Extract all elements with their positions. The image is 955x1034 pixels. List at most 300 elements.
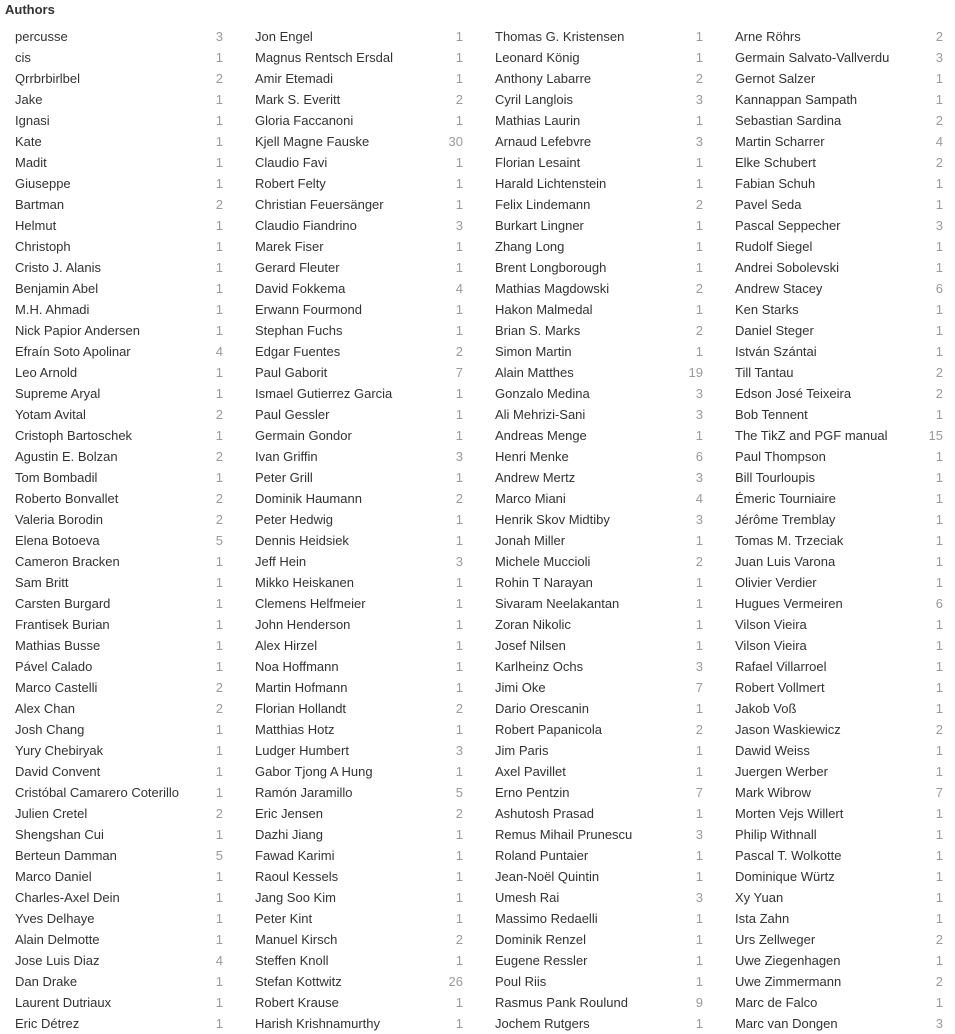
author-row[interactable]	[725, 383, 943, 404]
author-name-link[interactable]: Matthias Hotz	[255, 722, 335, 737]
author-row[interactable]	[245, 971, 463, 992]
author-row[interactable]	[245, 677, 463, 698]
author-name-link[interactable]: Mikko Heiskanen	[255, 575, 354, 590]
author-row[interactable]	[485, 635, 703, 656]
author-row[interactable]	[725, 68, 943, 89]
author-row[interactable]	[5, 488, 223, 509]
author-name-link[interactable]: Axel Pavillet	[495, 764, 566, 779]
author-name-link[interactable]: Martin Hofmann	[255, 680, 348, 695]
author-row[interactable]	[5, 950, 223, 971]
author-name-link[interactable]: Ali Mehrizi-Sani	[495, 407, 586, 422]
author-row[interactable]	[245, 803, 463, 824]
author-name-link[interactable]: Sivaram Neelakantan	[495, 596, 620, 611]
author-name-link[interactable]: Jake	[15, 92, 43, 107]
author-name-link[interactable]: Yves Delhaye	[15, 911, 95, 926]
author-row[interactable]	[245, 383, 463, 404]
author-name-link[interactable]: Paul Gaborit	[255, 365, 328, 380]
author-name-link[interactable]: Jonah Miller	[495, 533, 566, 548]
author-name-link[interactable]: Robert Krause	[255, 995, 339, 1010]
author-name-link[interactable]: Anthony Labarre	[495, 71, 592, 86]
author-name-link[interactable]: Brian S. Marks	[495, 323, 581, 338]
author-name-link[interactable]: Jim Paris	[495, 743, 549, 758]
author-name-link[interactable]: Cristo J. Alanis	[15, 260, 101, 275]
author-name-link[interactable]: Martin Scharrer	[735, 134, 825, 149]
author-name-link[interactable]: Manuel Kirsch	[255, 932, 338, 947]
author-name-link[interactable]: Fawad Karimi	[255, 848, 335, 863]
author-row[interactable]	[485, 257, 703, 278]
author-row[interactable]	[5, 614, 223, 635]
author-name-link[interactable]: Ramón Jaramillo	[255, 785, 353, 800]
author-row[interactable]	[485, 782, 703, 803]
author-name-link[interactable]: Stephan Fuchs	[255, 323, 343, 338]
author-row[interactable]	[5, 278, 223, 299]
author-row[interactable]	[245, 761, 463, 782]
author-name-link[interactable]: Till Tantau	[735, 365, 794, 380]
author-row[interactable]	[485, 425, 703, 446]
author-row[interactable]	[5, 782, 223, 803]
author-row[interactable]	[245, 173, 463, 194]
author-name-link[interactable]: Germain Gondor	[255, 428, 352, 443]
author-row[interactable]	[245, 551, 463, 572]
author-name-link[interactable]: Erno Pentzin	[495, 785, 570, 800]
author-name-link[interactable]: Dawid Weiss	[735, 743, 810, 758]
author-name-link[interactable]: Ken Starks	[735, 302, 799, 317]
author-name-link[interactable]: Sam Britt	[15, 575, 69, 590]
author-row[interactable]	[5, 1013, 223, 1034]
author-row[interactable]	[5, 740, 223, 761]
author-row[interactable]	[485, 320, 703, 341]
author-name-link[interactable]: Yury Chebiryak	[15, 743, 104, 758]
author-row[interactable]	[245, 740, 463, 761]
author-name-link[interactable]: Harald Lichtenstein	[495, 176, 607, 191]
author-name-link[interactable]: Vilson Vieira	[735, 617, 807, 632]
author-row[interactable]	[245, 908, 463, 929]
author-name-link[interactable]: Pascal T. Wolkotte	[735, 848, 842, 863]
author-row[interactable]	[5, 467, 223, 488]
author-row[interactable]	[245, 110, 463, 131]
author-row[interactable]	[725, 509, 943, 530]
author-name-link[interactable]: Jakob Voß	[735, 701, 797, 716]
author-row[interactable]	[5, 425, 223, 446]
author-row[interactable]	[5, 215, 223, 236]
author-name-link[interactable]: Bob Tennent	[735, 407, 808, 422]
author-row[interactable]	[245, 614, 463, 635]
author-row[interactable]	[5, 362, 223, 383]
author-name-link[interactable]: Jean-Noël Quintin	[495, 869, 600, 884]
author-name-link[interactable]: Dan Drake	[15, 974, 78, 989]
author-row[interactable]	[245, 89, 463, 110]
author-row[interactable]	[485, 803, 703, 824]
author-row[interactable]	[485, 68, 703, 89]
author-name-link[interactable]: Jason Waskiewicz	[735, 722, 841, 737]
author-row[interactable]	[725, 929, 943, 950]
author-name-link[interactable]: The TikZ and PGF manual	[735, 428, 888, 443]
author-name-link[interactable]: Eric Détrez	[15, 1016, 80, 1031]
author-row[interactable]	[5, 404, 223, 425]
author-row[interactable]	[5, 383, 223, 404]
author-row[interactable]	[245, 950, 463, 971]
author-row[interactable]	[485, 173, 703, 194]
author-row[interactable]	[245, 446, 463, 467]
author-row[interactable]	[725, 26, 943, 47]
author-row[interactable]	[245, 782, 463, 803]
author-row[interactable]	[725, 677, 943, 698]
author-name-link[interactable]: Efraín Soto Apolinar	[15, 344, 131, 359]
author-row[interactable]	[245, 572, 463, 593]
author-name-link[interactable]: Rasmus Pank Roulund	[495, 995, 628, 1010]
author-name-link[interactable]: Stefan Kottwitz	[255, 974, 342, 989]
author-row[interactable]	[725, 761, 943, 782]
author-name-link[interactable]: Marco Miani	[495, 491, 566, 506]
author-name-link[interactable]: Edgar Fuentes	[255, 344, 341, 359]
author-name-link[interactable]: Elke Schubert	[735, 155, 816, 170]
author-name-link[interactable]: Mark S. Everitt	[255, 92, 341, 107]
author-name-link[interactable]: Gabor Tjong A Hung	[255, 764, 373, 779]
author-row[interactable]	[5, 446, 223, 467]
author-name-link[interactable]: Ashutosh Prasad	[495, 806, 595, 821]
author-name-link[interactable]: Juan Luis Varona	[735, 554, 836, 569]
author-name-link[interactable]: Tom Bombadil	[15, 470, 98, 485]
author-name-link[interactable]: Cristóbal Camarero Coterillo	[15, 785, 179, 800]
author-row[interactable]	[245, 866, 463, 887]
author-name-link[interactable]: Cyril Langlois	[495, 92, 574, 107]
author-row[interactable]	[725, 299, 943, 320]
author-name-link[interactable]: Amir Etemadi	[255, 71, 334, 86]
author-name-link[interactable]: Hakon Malmedal	[495, 302, 593, 317]
author-name-link[interactable]: Ignasi	[15, 113, 50, 128]
author-row[interactable]	[485, 656, 703, 677]
author-row[interactable]	[245, 992, 463, 1013]
author-name-link[interactable]: Nick Papior Andersen	[15, 323, 141, 338]
author-name-link[interactable]: Henri Menke	[495, 449, 569, 464]
author-name-link[interactable]: Olivier Verdier	[735, 575, 817, 590]
author-row[interactable]	[725, 803, 943, 824]
author-row[interactable]	[5, 47, 223, 68]
author-row[interactable]	[485, 404, 703, 425]
author-name-link[interactable]: Rudolf Siegel	[735, 239, 813, 254]
author-row[interactable]	[245, 68, 463, 89]
author-row[interactable]	[5, 845, 223, 866]
author-row[interactable]	[485, 824, 703, 845]
author-name-link[interactable]: Ismael Gutierrez Garcia	[255, 386, 393, 401]
author-name-link[interactable]: Elena Botoeva	[15, 533, 100, 548]
author-row[interactable]	[725, 866, 943, 887]
author-row[interactable]	[485, 698, 703, 719]
author-name-link[interactable]: Claudio Favi	[255, 155, 328, 170]
author-name-link[interactable]: Marc van Dongen	[735, 1016, 838, 1031]
author-row[interactable]	[485, 593, 703, 614]
author-row[interactable]	[5, 761, 223, 782]
author-row[interactable]	[725, 530, 943, 551]
author-row[interactable]	[5, 719, 223, 740]
author-name-link[interactable]: Christian Feuersänger	[255, 197, 384, 212]
author-row[interactable]	[5, 173, 223, 194]
author-row[interactable]	[5, 299, 223, 320]
author-row[interactable]	[725, 467, 943, 488]
author-name-link[interactable]: Magnus Rentsch Ersdal	[255, 50, 394, 65]
author-name-link[interactable]: Uwe Zimmermann	[735, 974, 842, 989]
author-name-link[interactable]: Steffen Knoll	[255, 953, 329, 968]
author-name-link[interactable]: Felix Lindemann	[495, 197, 591, 212]
author-name-link[interactable]: Marc de Falco	[735, 995, 818, 1010]
author-name-link[interactable]: Simon Martin	[495, 344, 572, 359]
author-row[interactable]	[5, 593, 223, 614]
author-name-link[interactable]: Pavel Seda	[735, 197, 802, 212]
author-name-link[interactable]: Charles-Axel Dein	[15, 890, 120, 905]
author-name-link[interactable]: Dominique Würtz	[735, 869, 835, 884]
author-name-link[interactable]: Mathias Busse	[15, 638, 101, 653]
author-name-link[interactable]: Jérôme Tremblay	[735, 512, 836, 527]
author-name-link[interactable]: Andreas Menge	[495, 428, 587, 443]
author-name-link[interactable]: Marco Daniel	[15, 869, 92, 884]
author-name-link[interactable]: Uwe Ziegenhagen	[735, 953, 841, 968]
author-row[interactable]	[485, 278, 703, 299]
author-name-link[interactable]: Josh Chang	[15, 722, 85, 737]
author-row[interactable]	[485, 215, 703, 236]
author-name-link[interactable]: Erwann Fourmond	[255, 302, 362, 317]
author-name-link[interactable]: Robert Vollmert	[735, 680, 825, 695]
author-name-link[interactable]: Ludger Humbert	[255, 743, 349, 758]
author-name-link[interactable]: Karlheinz Ochs	[495, 659, 584, 674]
author-row[interactable]	[5, 131, 223, 152]
author-row[interactable]	[245, 278, 463, 299]
author-name-link[interactable]: Mathias Laurin	[495, 113, 581, 128]
author-row[interactable]	[245, 845, 463, 866]
author-row[interactable]	[725, 635, 943, 656]
author-name-link[interactable]: Pascal Seppecher	[735, 218, 841, 233]
author-name-link[interactable]: Supreme Aryal	[15, 386, 101, 401]
author-name-link[interactable]: Robert Felty	[255, 176, 326, 191]
author-name-link[interactable]: Laurent Dutriaux	[15, 995, 112, 1010]
author-row[interactable]	[5, 509, 223, 530]
author-name-link[interactable]: Andrei Sobolevski	[735, 260, 840, 275]
author-name-link[interactable]: David Fokkema	[255, 281, 346, 296]
author-row[interactable]	[485, 26, 703, 47]
author-row[interactable]	[245, 530, 463, 551]
author-row[interactable]	[485, 1013, 703, 1034]
author-name-link[interactable]: Gonzalo Medina	[495, 386, 590, 401]
author-name-link[interactable]: David Convent	[15, 764, 101, 779]
author-row[interactable]	[485, 467, 703, 488]
author-row[interactable]	[725, 593, 943, 614]
author-row[interactable]	[245, 656, 463, 677]
author-row[interactable]	[5, 677, 223, 698]
author-name-link[interactable]: cis	[15, 50, 31, 65]
author-name-link[interactable]: Daniel Steger	[735, 323, 814, 338]
author-row[interactable]	[245, 509, 463, 530]
author-row[interactable]	[725, 278, 943, 299]
author-name-link[interactable]: Thomas G. Kristensen	[495, 29, 625, 44]
author-row[interactable]	[245, 341, 463, 362]
author-name-link[interactable]: Peter Hedwig	[255, 512, 334, 527]
author-name-link[interactable]: Mathias Magdowski	[495, 281, 610, 296]
author-name-link[interactable]: Morten Vejs Willert	[735, 806, 844, 821]
author-name-link[interactable]: Julien Cretel	[15, 806, 88, 821]
author-name-link[interactable]: Andrew Mertz	[495, 470, 576, 485]
author-row[interactable]	[5, 89, 223, 110]
author-name-link[interactable]: Ista Zahn	[735, 911, 790, 926]
author-name-link[interactable]: Pável Calado	[15, 659, 93, 674]
author-row[interactable]	[5, 236, 223, 257]
author-name-link[interactable]: Dazhi Jiang	[255, 827, 323, 842]
author-name-link[interactable]: Ivan Griffin	[255, 449, 318, 464]
author-row[interactable]	[485, 194, 703, 215]
author-name-link[interactable]: Vilson Vieira	[735, 638, 807, 653]
author-row[interactable]	[245, 404, 463, 425]
author-row[interactable]	[245, 467, 463, 488]
author-row[interactable]	[245, 299, 463, 320]
author-name-link[interactable]: Émeric Tourniaire	[735, 491, 836, 506]
author-row[interactable]	[485, 89, 703, 110]
author-name-link[interactable]: István Szántai	[735, 344, 817, 359]
author-row[interactable]	[725, 1013, 943, 1034]
author-name-link[interactable]: Giuseppe	[15, 176, 71, 191]
author-name-link[interactable]: Clemens Helfmeier	[255, 596, 366, 611]
author-row[interactable]	[5, 824, 223, 845]
author-row[interactable]	[245, 194, 463, 215]
author-row[interactable]	[725, 404, 943, 425]
author-row[interactable]	[245, 215, 463, 236]
author-name-link[interactable]: Raoul Kessels	[255, 869, 339, 884]
author-row[interactable]	[485, 362, 703, 383]
author-name-link[interactable]: Christoph	[15, 239, 71, 254]
author-row[interactable]	[245, 47, 463, 68]
author-row[interactable]	[5, 110, 223, 131]
author-name-link[interactable]: Agustin E. Bolzan	[15, 449, 118, 464]
author-row[interactable]	[245, 236, 463, 257]
author-row[interactable]	[5, 68, 223, 89]
author-name-link[interactable]: Umesh Rai	[495, 890, 560, 905]
author-row[interactable]	[725, 908, 943, 929]
author-row[interactable]	[725, 341, 943, 362]
author-name-link[interactable]: Roberto Bonvallet	[15, 491, 119, 506]
author-row[interactable]	[725, 551, 943, 572]
author-row[interactable]	[725, 950, 943, 971]
author-row[interactable]	[485, 341, 703, 362]
author-row[interactable]	[725, 845, 943, 866]
author-name-link[interactable]: Alain Matthes	[495, 365, 574, 380]
author-name-link[interactable]: Paul Gessler	[255, 407, 330, 422]
author-name-link[interactable]: Robert Papanicola	[495, 722, 602, 737]
author-name-link[interactable]: Kannappan Sampath	[735, 92, 858, 107]
author-row[interactable]	[485, 236, 703, 257]
author-name-link[interactable]: Leonard König	[495, 50, 580, 65]
author-name-link[interactable]: Gernot Salzer	[735, 71, 816, 86]
author-name-link[interactable]: Kate	[15, 134, 42, 149]
author-name-link[interactable]: Edson José Teixeira	[735, 386, 852, 401]
author-name-link[interactable]: Massimo Redaelli	[495, 911, 598, 926]
author-name-link[interactable]: Florian Lesaint	[495, 155, 581, 170]
author-row[interactable]	[485, 677, 703, 698]
author-row[interactable]	[245, 362, 463, 383]
author-row[interactable]	[245, 131, 463, 152]
author-name-link[interactable]: Rafael Villarroel	[735, 659, 827, 674]
author-row[interactable]	[245, 698, 463, 719]
author-name-link[interactable]: Gloria Faccanoni	[255, 113, 354, 128]
author-row[interactable]	[725, 362, 943, 383]
author-name-link[interactable]: Leo Arnold	[15, 365, 78, 380]
author-row[interactable]	[485, 47, 703, 68]
author-row[interactable]	[485, 761, 703, 782]
author-row[interactable]	[485, 887, 703, 908]
author-name-link[interactable]: Gerard Fleuter	[255, 260, 340, 275]
author-row[interactable]	[485, 740, 703, 761]
author-name-link[interactable]: Jimi Oke	[495, 680, 546, 695]
author-row[interactable]	[725, 992, 943, 1013]
author-name-link[interactable]: Bill Tourloupis	[735, 470, 815, 485]
author-name-link[interactable]: Juergen Werber	[735, 764, 828, 779]
author-row[interactable]	[725, 215, 943, 236]
author-row[interactable]	[725, 698, 943, 719]
author-row[interactable]	[5, 551, 223, 572]
author-name-link[interactable]: Benjamin Abel	[15, 281, 99, 296]
author-row[interactable]	[725, 236, 943, 257]
author-name-link[interactable]: Henrik Skov Midtiby	[495, 512, 610, 527]
author-name-link[interactable]: Valeria Borodin	[15, 512, 103, 527]
author-name-link[interactable]: Burkart Lingner	[495, 218, 584, 233]
author-name-link[interactable]: Philip Withnall	[735, 827, 817, 842]
author-row[interactable]	[5, 992, 223, 1013]
author-name-link[interactable]: Eugene Ressler	[495, 953, 588, 968]
author-name-link[interactable]: Peter Kint	[255, 911, 313, 926]
author-row[interactable]	[245, 635, 463, 656]
author-row[interactable]	[725, 971, 943, 992]
author-row[interactable]	[5, 341, 223, 362]
author-name-link[interactable]: Marco Castelli	[15, 680, 98, 695]
author-row[interactable]	[5, 635, 223, 656]
author-name-link[interactable]: Noa Hoffmann	[255, 659, 339, 674]
author-name-link[interactable]: Marek Fiser	[255, 239, 324, 254]
author-row[interactable]	[485, 950, 703, 971]
author-name-link[interactable]: Cristoph Bartoschek	[15, 428, 133, 443]
author-name-link[interactable]: Xy Yuan	[735, 890, 784, 905]
author-row[interactable]	[5, 887, 223, 908]
author-name-link[interactable]: Dennis Heidsiek	[255, 533, 349, 548]
author-row[interactable]	[725, 572, 943, 593]
author-row[interactable]	[245, 719, 463, 740]
author-name-link[interactable]: Arne Röhrs	[735, 29, 801, 44]
author-name-link[interactable]: Dario Orescanin	[495, 701, 589, 716]
author-name-link[interactable]: Josef Nilsen	[495, 638, 566, 653]
author-row[interactable]	[245, 257, 463, 278]
author-row[interactable]	[485, 551, 703, 572]
author-row[interactable]	[5, 320, 223, 341]
author-name-link[interactable]: Jose Luis Diaz	[15, 953, 100, 968]
author-name-link[interactable]: Germain Salvato-Vallverdu	[735, 50, 890, 65]
author-name-link[interactable]: Zoran Nikolic	[495, 617, 571, 632]
author-row[interactable]	[5, 152, 223, 173]
author-row[interactable]	[485, 530, 703, 551]
author-row[interactable]	[725, 110, 943, 131]
author-name-link[interactable]: John Henderson	[255, 617, 351, 632]
author-row[interactable]	[5, 803, 223, 824]
author-row[interactable]	[485, 383, 703, 404]
author-name-link[interactable]: Jochem Rutgers	[495, 1016, 590, 1031]
author-name-link[interactable]: Qrrbrbirlbel	[15, 71, 81, 86]
author-row[interactable]	[485, 572, 703, 593]
author-row[interactable]	[725, 194, 943, 215]
author-row[interactable]	[725, 656, 943, 677]
author-row[interactable]	[725, 89, 943, 110]
author-name-link[interactable]: Helmut	[15, 218, 57, 233]
author-row[interactable]	[485, 908, 703, 929]
author-name-link[interactable]: Paul Thompson	[735, 449, 826, 464]
author-row[interactable]	[245, 320, 463, 341]
author-row[interactable]	[725, 446, 943, 467]
author-row[interactable]	[725, 824, 943, 845]
author-row[interactable]	[485, 488, 703, 509]
author-name-link[interactable]: Hugues Vermeiren	[735, 596, 843, 611]
